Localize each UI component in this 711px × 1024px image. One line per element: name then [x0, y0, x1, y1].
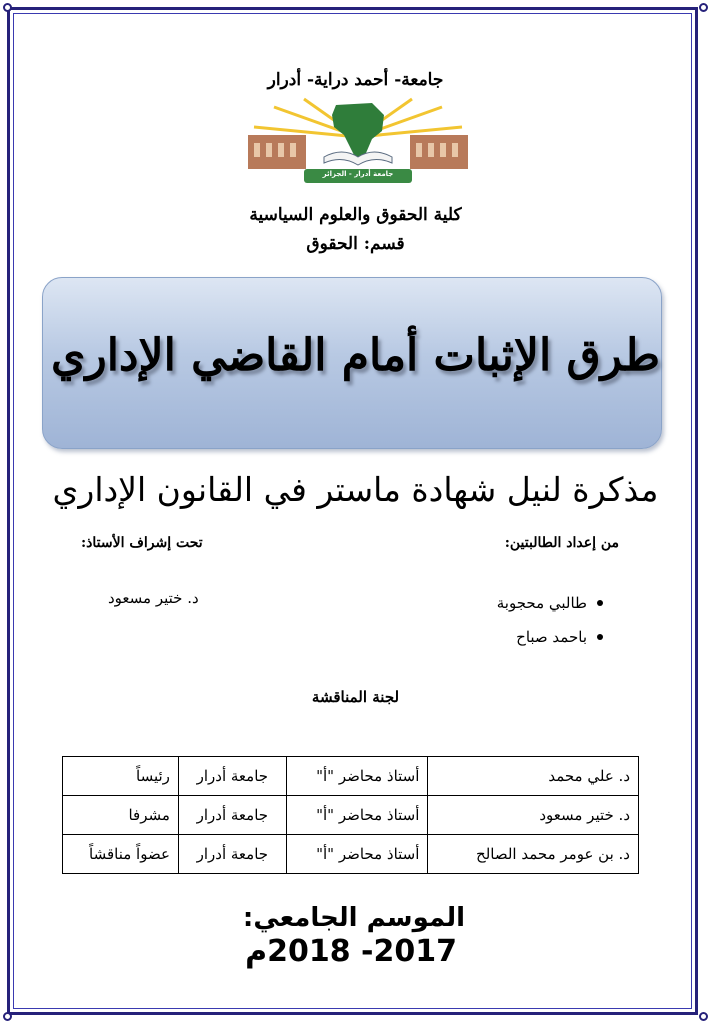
member-university: جامعة أدرار [178, 796, 286, 835]
list-item [497, 586, 603, 620]
university-name: جامعة- أحمد دراية- أدرار [267, 70, 444, 90]
faculty-name: كلية الحقوق والعلوم السياسية [249, 205, 462, 225]
committee-table [62, 756, 639, 874]
student-name: طالبي محجوبة [496, 594, 587, 612]
department-name: قسم: الحقوق [306, 234, 405, 254]
thesis-subtitle: مذكرة لنيل شهادة ماستر في القانون الإداري [52, 470, 659, 509]
students-list [497, 586, 603, 654]
member-name: د. علي محمد [428, 757, 639, 796]
member-university: جامعة أدرار [178, 835, 286, 874]
table-row [63, 835, 639, 874]
academic-years: 2017- 2018م [245, 934, 457, 969]
table-row [63, 757, 639, 796]
member-name: د. ختير مسعود [428, 796, 639, 835]
member-role: عضواً مناقشاً [63, 835, 179, 874]
logo-caption: جامعة أدرار - الجزائر [322, 170, 394, 178]
list-item [497, 620, 603, 654]
thesis-title: طرق الإثبات أمام القاضي الإداري [51, 330, 660, 381]
student-name: باحمد صباح [516, 628, 587, 646]
bullet-icon [597, 600, 603, 606]
member-role: مشرفا [63, 796, 179, 835]
supervisor-label: تحت إشراف الأستاذ: [81, 535, 203, 551]
supervisor-name: د. ختير مسعود [108, 589, 199, 607]
table-row [63, 796, 639, 835]
member-rank: أستاذ محاضر "أ" [286, 796, 428, 835]
academic-season-label: الموسم الجامعي: [242, 903, 465, 933]
bullet-icon [597, 634, 603, 640]
students-label: من إعداد الطالبتين: [504, 535, 619, 551]
member-name: د. بن عومر محمد الصالح [428, 835, 639, 874]
committee-label: لجنة المناقشة [311, 688, 400, 706]
member-university: جامعة أدرار [178, 757, 286, 796]
member-rank: أستاذ محاضر "أ" [286, 757, 428, 796]
member-rank: أستاذ محاضر "أ" [286, 835, 428, 874]
member-role: رئيساً [63, 757, 179, 796]
